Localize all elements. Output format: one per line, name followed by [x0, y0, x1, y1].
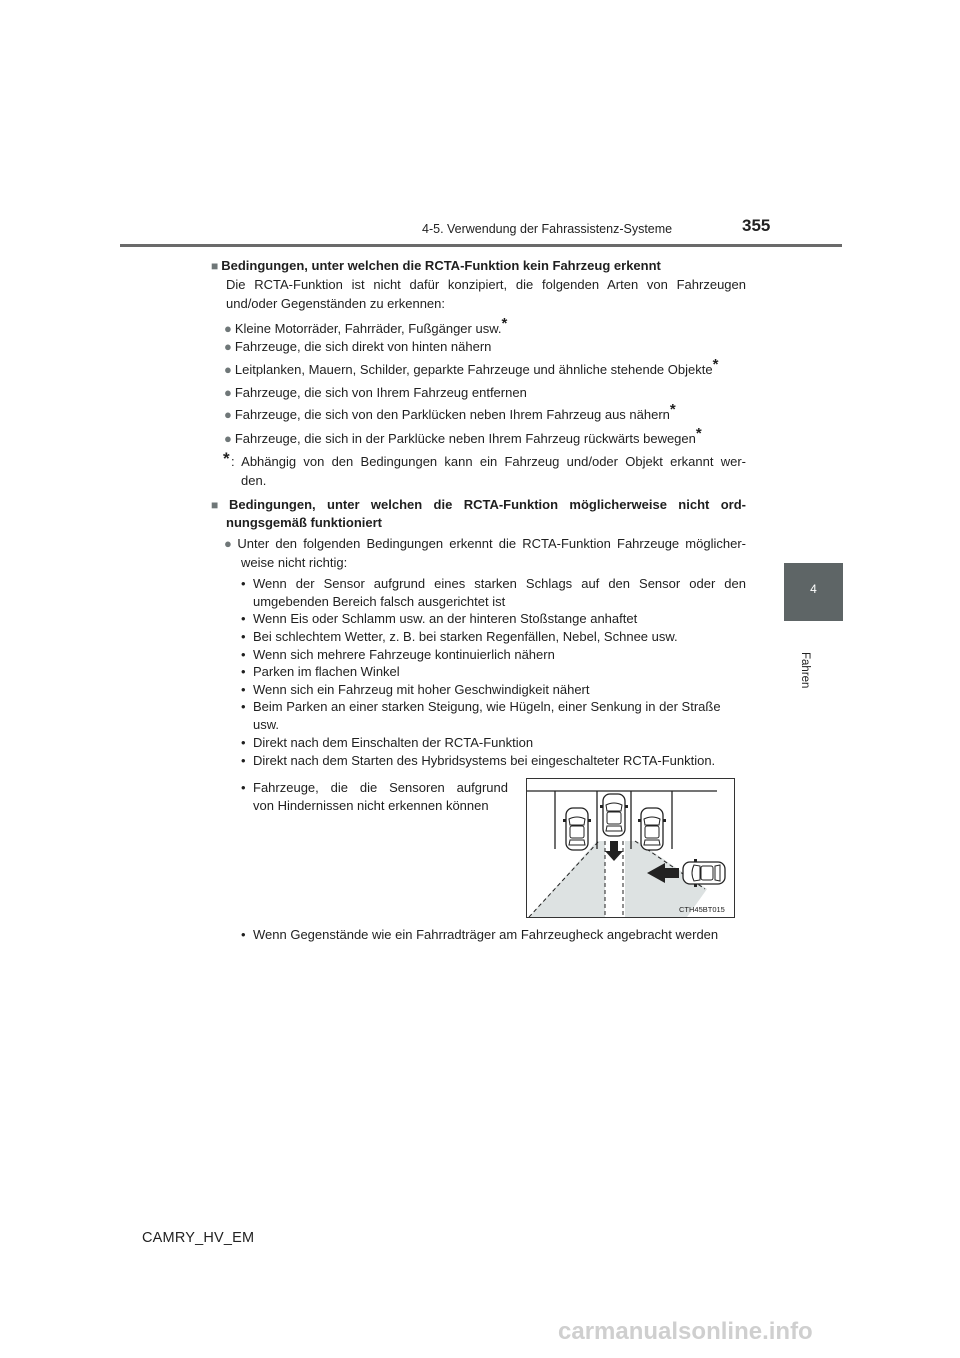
sub-item: Beim Parken an einer starken Steigung, wie Hügeln, einer Senkung in der Straße [253, 699, 721, 714]
sub-item-bullet: • [241, 780, 246, 795]
footnote-asterisk: * [223, 449, 230, 468]
sub-item: Wenn sich ein Fahrzeug mit hoher Geschwindigkeit nähert [253, 682, 590, 697]
list-item-text: Fahrzeuge, die sich von den Parklücken neben Ihrem Fahrzeug aus nähern [234, 407, 670, 422]
header-rule [120, 244, 842, 247]
section1-intro-line1: Die RCTA-Funktion ist nicht dafür konzipiert, die folgenden Arten von Fahrzeugen [226, 277, 746, 292]
parking-diagram [527, 779, 734, 917]
section2-heading-line1 [211, 496, 746, 515]
asterisk-marker: * [695, 425, 702, 442]
sub-item: Parken im flachen Winkel [253, 664, 400, 679]
list-item-text: Leitplanken, Mauern, Schilder, geparkte Fahrzeuge und ähnliche stehende Objekte [234, 362, 713, 377]
list-item-text: Fahrzeuge, die sich in der Parklücke neben Ihrem Fahrzeug rückwärts bewegen [234, 431, 696, 446]
list-item [224, 356, 719, 380]
model-code: CAMRY_HV_EM [142, 1230, 255, 1246]
dot-bullet-icon: ● [224, 536, 235, 551]
sub-item-bullet: • [241, 699, 246, 714]
sub-item-cont: usw. [253, 717, 280, 732]
figure-code: CTH45BT015 [679, 905, 725, 914]
list-item [224, 401, 676, 425]
sub-item: Wenn Gegenstände wie ein Fahrradträger am Fahrzeugheck angebracht werden [253, 927, 719, 942]
sub-item-cont: umgebenden Bereich falsch ausgerichtet ist [253, 594, 506, 609]
approaching-car [683, 859, 725, 887]
fig-item-line1: Fahrzeuge, die die Sensoren aufgrund [253, 780, 508, 795]
list-item-text: Kleine Motorräder, Fahrräder, Fußgänger usw. [234, 321, 502, 336]
dot-bullet-icon: ● [224, 431, 232, 446]
chapter-number: 4 [810, 582, 817, 596]
footnote-line1: : Abhängig von den Bedingungen kann ein Fahrzeug und/oder Objekt erkannt wer- [231, 454, 746, 469]
fig-item-line2: von Hindernissen nicht erkennen können [253, 798, 489, 813]
dot-bullet-icon: ● [224, 407, 232, 422]
sub-item-bullet: • [241, 629, 246, 644]
page-number: 355 [742, 216, 771, 235]
asterisk-marker: * [501, 315, 508, 332]
section2-bullet-text: Unter den folgenden Bedingungen erkennt die RCTA-Funktion Fahrzeuge möglicher- [237, 536, 746, 551]
sub-item-bullet: • [241, 927, 246, 942]
parking-illustration [526, 778, 735, 918]
section2-bullet-line1 [224, 535, 746, 554]
list-item [224, 425, 702, 449]
section2-heading-text: Bedingungen, unter welchen die RCTA-Funktion möglicherweise nicht ord- [229, 497, 746, 512]
section1-heading-text: Bedingungen, unter welchen die RCTA-Funktion kein Fahrzeug erkennt [221, 258, 661, 273]
sub-item-bullet: • [241, 753, 246, 768]
asterisk-marker: * [669, 401, 676, 418]
asterisk-marker: * [712, 356, 719, 373]
list-item-text: Fahrzeuge, die sich von Ihrem Fahrzeug entfernen [234, 385, 527, 400]
chapter-label: Fahren [799, 652, 811, 689]
watermark: carmanualsonline.info [558, 1318, 813, 1345]
square-bullet-icon: ■ [211, 498, 226, 512]
sub-item: Direkt nach dem Einschalten der RCTA-Funktion [253, 735, 534, 750]
list-item-text: Fahrzeuge, die sich direkt von hinten nähern [234, 339, 492, 354]
sub-item-bullet: • [241, 682, 246, 697]
section1-heading [211, 257, 661, 276]
parked-car-left [563, 808, 591, 850]
dot-bullet-icon: ● [224, 339, 232, 354]
sub-item-bullet: • [241, 735, 246, 750]
own-car [600, 794, 628, 836]
sub-item-bullet: • [241, 664, 246, 679]
detection-area-left [529, 841, 605, 917]
list-item [224, 315, 508, 339]
reverse-arrow-icon [605, 841, 623, 861]
sub-item: Wenn der Sensor aufgrund eines starken Schlags auf den Sensor oder den [253, 576, 746, 591]
sub-item-bullet: • [241, 647, 246, 662]
square-bullet-icon: ■ [211, 259, 219, 273]
list-item [224, 384, 527, 403]
parked-car-right [638, 808, 666, 850]
dot-bullet-icon: ● [224, 362, 232, 377]
sub-item: Wenn Eis oder Schlamm usw. an der hinteren Stoßstange anhaftet [253, 611, 638, 626]
sub-item-bullet: • [241, 576, 246, 591]
list-item [224, 338, 491, 357]
section1-intro-line2: und/oder Gegenständen zu erkennen: [226, 296, 446, 311]
sub-item: Direkt nach dem Starten des Hybridsystems bei eingeschalteter RCTA-Funktion. [253, 753, 716, 768]
sub-item-bullet: • [241, 611, 246, 626]
section-title: 4-5. Verwendung der Fahrassistenz-Systeme [422, 222, 673, 236]
dot-bullet-icon: ● [224, 385, 232, 400]
section2-bullet-line2: weise nicht richtig: [241, 555, 348, 570]
section2-heading-line2: nungsgemäß funktioniert [226, 515, 382, 530]
sub-item: Bei schlechtem Wetter, z. B. bei starken Regenfällen, Nebel, Schnee usw. [253, 629, 678, 644]
chapter-tab [784, 563, 843, 621]
dot-bullet-icon: ● [224, 321, 232, 336]
footnote-line2: den. [241, 473, 267, 488]
sub-item: Wenn sich mehrere Fahrzeuge kontinuierlich nähern [253, 647, 555, 662]
